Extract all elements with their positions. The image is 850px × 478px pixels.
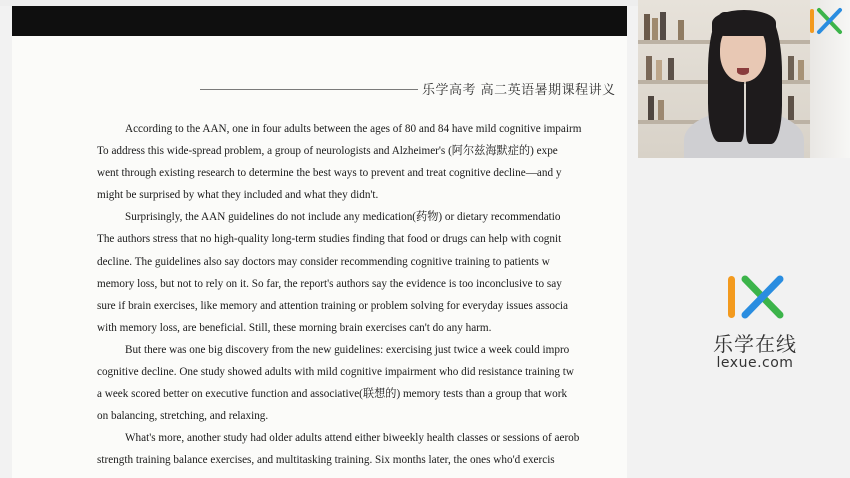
text-line: on balancing, stretching, and relaxing. <box>97 410 269 423</box>
presenter-mouth <box>737 68 749 75</box>
presenter-hair <box>712 10 776 36</box>
document-header: 乐学高考 高二英语暑期课程讲义 <box>422 83 616 98</box>
text-line: The authors stress that no high-quality long-term studies finding that food or drugs can help with cognit <box>97 233 562 246</box>
text-line: went through existing research to determine the best ways to prevent and treat cognitive decline—and y <box>97 167 562 180</box>
lexue-logo-icon <box>809 6 843 36</box>
brand-block <box>700 272 810 371</box>
brand-url: lexue.com <box>716 355 794 371</box>
brand-name: 乐学在线 <box>713 332 797 356</box>
text-line: memory loss, but not to rely on it. So far, the report's authors say the evidence is too inconclusive to say <box>97 277 562 290</box>
text-line: strength training balance exercises, and multitasking training. Six months later, the ones who'd exercis <box>97 454 555 467</box>
document-page <box>12 6 627 478</box>
book <box>644 14 650 40</box>
lexue-logo-icon <box>725 272 785 322</box>
text-line: might be surprised by what they included and what they didn't. <box>97 189 379 202</box>
text-line: What's more, another study had older adults attend either biweekly health classes or sessions of aerob <box>125 432 580 445</box>
book <box>652 18 658 40</box>
book <box>658 100 664 120</box>
book <box>656 60 662 80</box>
text-line: with memory loss, are beneficial. Still, these morning brain exercises can't do any harm. <box>97 321 492 334</box>
header-rule <box>200 89 418 90</box>
text-line: Surprisingly, the AAN guidelines do not include any medication(药物) or dietary recommendatio <box>125 211 561 224</box>
text-line: But there was one big discovery from the new guidelines: exercising just twice a week could impro <box>125 343 570 356</box>
book <box>648 96 654 120</box>
book <box>788 56 794 80</box>
book <box>798 60 804 80</box>
document-top-edge <box>12 6 627 36</box>
text-line: decline. The guidelines also say doctors may consider recommending cognitive training to patients w <box>97 255 550 268</box>
book <box>646 56 652 80</box>
webcam-video <box>638 0 850 158</box>
book <box>668 58 674 80</box>
text-line: a week scored better on executive function and associative(联想的) memory tests than a group that work <box>97 388 568 401</box>
book <box>788 96 794 120</box>
text-line: sure if brain exercises, like memory and attention training or problem solving for everyday issues associa <box>97 299 568 312</box>
document-body <box>97 118 627 472</box>
book <box>660 12 666 40</box>
book <box>678 20 684 40</box>
text-line: According to the AAN, one in four adults between the ages of 80 and 84 have mild cognitive impairm <box>125 123 582 135</box>
text-line: To address this wide-spread problem, a group of neurologists and Alzheimer's (阿尔兹海默症的) expe <box>97 145 558 158</box>
text-line: cognitive decline. One study showed adults with mild cognitive impairment who did resistance training tw <box>97 366 574 379</box>
